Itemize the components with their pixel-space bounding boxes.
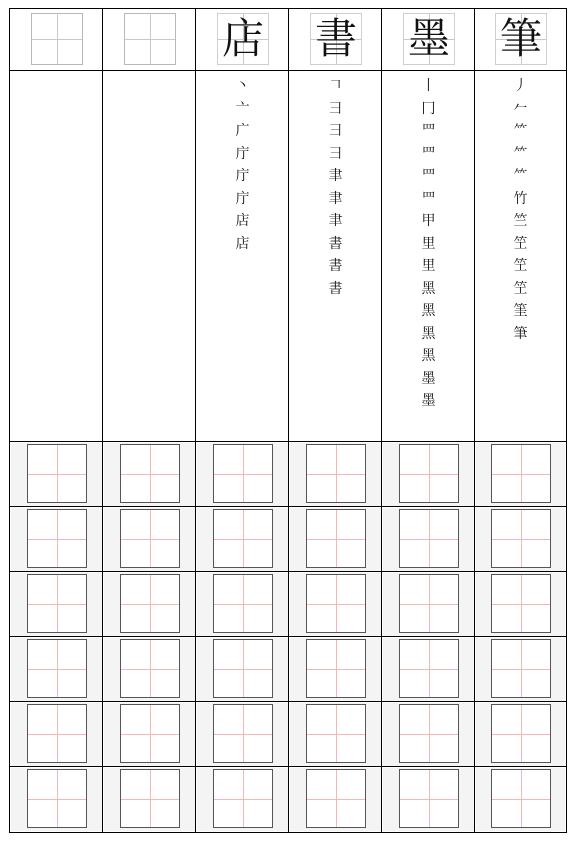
guide-line (28, 539, 86, 540)
practice-cell (475, 702, 566, 767)
stroke-step: 黑 (421, 325, 436, 342)
guide-line (492, 734, 550, 735)
practice-writing-box[interactable] (27, 444, 87, 503)
stroke-step: 店 (235, 235, 250, 252)
guide-line (214, 539, 272, 540)
guide-line (307, 669, 365, 670)
stroke-step: 庁 (235, 145, 250, 162)
practice-cell (382, 442, 475, 507)
stroke-order-cell (289, 71, 382, 442)
guide-line (214, 474, 272, 475)
practice-cell (10, 442, 103, 507)
model-character-box (310, 13, 362, 65)
stroke-order-list (382, 75, 475, 413)
header-cell (103, 9, 196, 71)
practice-cell (382, 637, 475, 702)
guide-line (400, 474, 458, 475)
practice-writing-box[interactable] (213, 639, 273, 698)
guide-line (121, 669, 179, 670)
guide-line (214, 799, 272, 800)
stroke-step: 書 (328, 235, 343, 252)
practice-writing-box[interactable] (306, 769, 366, 828)
practice-writing-box[interactable] (120, 444, 180, 503)
guide-line (28, 604, 86, 605)
practice-cell (10, 702, 103, 767)
model-character-box (403, 13, 455, 65)
header-cell (475, 9, 566, 71)
header-cell (289, 9, 382, 71)
stroke-step: 竹 (513, 190, 528, 207)
model-character (125, 14, 175, 64)
model-character-box (217, 13, 269, 65)
guide-line (121, 474, 179, 475)
practice-cell (475, 442, 566, 507)
stroke-step: 𠂉 (513, 100, 528, 117)
guide-line (307, 734, 365, 735)
practice-cell (196, 702, 289, 767)
guide-line (492, 799, 550, 800)
practice-writing-box[interactable] (27, 639, 87, 698)
stroke-order-cell (196, 71, 289, 442)
stroke-order-cell (382, 71, 475, 442)
practice-writing-box[interactable] (27, 509, 87, 568)
model-character-box (31, 13, 83, 65)
practice-writing-box[interactable] (399, 509, 459, 568)
practice-writing-box[interactable] (491, 704, 551, 763)
stroke-step: ⺕ (328, 100, 343, 117)
practice-cell (10, 767, 103, 832)
practice-writing-box[interactable] (491, 769, 551, 828)
guide-line (28, 734, 86, 735)
stroke-order-list (196, 75, 289, 255)
practice-writing-box[interactable] (306, 704, 366, 763)
stroke-step: ⺮ (513, 123, 528, 139)
stroke-step: 聿 (328, 213, 343, 229)
stroke-step: 筆 (513, 325, 528, 342)
worksheet-sheet (9, 8, 567, 833)
model-character (32, 14, 82, 64)
guide-line (307, 604, 365, 605)
practice-writing-box[interactable] (120, 769, 180, 828)
guide-line (307, 799, 365, 800)
practice-writing-box[interactable] (399, 639, 459, 698)
practice-cell (103, 507, 196, 572)
guide-line (121, 539, 179, 540)
practice-cell (382, 507, 475, 572)
guide-line (28, 474, 86, 475)
guide-line (214, 604, 272, 605)
stroke-step: 罒 (421, 145, 436, 162)
practice-cell (289, 702, 382, 767)
guide-line (492, 604, 550, 605)
practice-cell (10, 572, 103, 637)
practice-writing-box[interactable] (27, 769, 87, 828)
guide-line (400, 799, 458, 800)
practice-writing-box[interactable] (306, 574, 366, 633)
stroke-step: ⺕ (328, 145, 343, 162)
practice-cell (103, 702, 196, 767)
practice-cell (196, 442, 289, 507)
stroke-step: 丶 (235, 78, 250, 94)
guide-line (121, 799, 179, 800)
stroke-step: 黑 (421, 303, 436, 319)
stroke-step: ⺮ (513, 168, 528, 184)
stroke-step: 竺 (513, 213, 528, 229)
stroke-step: 笁 (513, 280, 528, 297)
stroke-order-cell (10, 71, 103, 442)
practice-cell (382, 572, 475, 637)
practice-cell (289, 572, 382, 637)
practice-writing-box[interactable] (399, 444, 459, 503)
practice-writing-box[interactable] (306, 509, 366, 568)
practice-writing-box[interactable] (306, 444, 366, 503)
stroke-step: 笁 (513, 258, 528, 274)
practice-cell (196, 637, 289, 702)
guide-line (400, 539, 458, 540)
guide-line (492, 669, 550, 670)
stroke-step: 墨 (421, 370, 436, 387)
practice-writing-box[interactable] (213, 509, 273, 568)
practice-writing-box[interactable] (491, 509, 551, 568)
stroke-step: 笁 (513, 235, 528, 252)
practice-writing-box[interactable] (306, 639, 366, 698)
guide-line (307, 474, 365, 475)
practice-writing-box[interactable] (120, 574, 180, 633)
guide-line (28, 669, 86, 670)
practice-cell (103, 637, 196, 702)
header-cell (196, 9, 289, 71)
practice-cell (289, 637, 382, 702)
practice-cell (10, 507, 103, 572)
guide-line (400, 669, 458, 670)
stroke-step: 里 (421, 258, 436, 274)
header-cell (10, 9, 103, 71)
practice-writing-box[interactable] (491, 639, 551, 698)
guide-line (492, 539, 550, 540)
stroke-step: 罒 (421, 168, 436, 184)
practice-writing-box[interactable] (213, 704, 273, 763)
practice-cell (289, 507, 382, 572)
practice-writing-box[interactable] (491, 444, 551, 503)
guide-line (307, 539, 365, 540)
practice-cell (382, 702, 475, 767)
practice-cell (196, 572, 289, 637)
stroke-step: 冂 (421, 100, 436, 117)
stroke-step: 黑 (421, 348, 436, 364)
stroke-order-list (475, 75, 566, 345)
model-character: 書 (314, 14, 357, 63)
stroke-step: 聿 (328, 190, 343, 207)
practice-cell (475, 637, 566, 702)
practice-writing-box[interactable] (399, 704, 459, 763)
practice-cell (196, 507, 289, 572)
stroke-step: 𠃍 (328, 78, 343, 94)
practice-cell (10, 637, 103, 702)
practice-writing-box[interactable] (27, 574, 87, 633)
guide-line (214, 669, 272, 670)
stroke-step: 庁 (235, 190, 250, 207)
practice-writing-box[interactable] (213, 574, 273, 633)
guide-line (214, 734, 272, 735)
stroke-step: 罒 (421, 123, 436, 139)
stroke-step: 甲 (421, 213, 436, 229)
practice-cell (382, 767, 475, 832)
stroke-step: 亠 (235, 100, 250, 117)
model-character-box (495, 13, 547, 65)
model-character: 店 (221, 14, 264, 63)
stroke-order-list (289, 75, 382, 300)
stroke-step: 聿 (328, 168, 343, 184)
stroke-step: 店 (235, 213, 250, 229)
stroke-step: 書 (328, 258, 343, 274)
stroke-step: 書 (328, 280, 343, 297)
practice-writing-box[interactable] (213, 444, 273, 503)
stroke-step: 罒 (421, 190, 436, 207)
guide-line (121, 604, 179, 605)
stroke-step: 墨 (421, 393, 436, 409)
model-character: 墨 (407, 14, 450, 63)
model-character-box (124, 13, 176, 65)
stroke-step: 丿 (513, 78, 528, 94)
practice-writing-box[interactable] (399, 574, 459, 633)
stroke-step: 黑 (421, 280, 436, 297)
stroke-step: 里 (421, 235, 436, 252)
stroke-step: 庁 (235, 168, 250, 184)
guide-line (400, 604, 458, 605)
stroke-step: 筀 (513, 303, 528, 319)
practice-writing-box[interactable] (399, 769, 459, 828)
practice-cell (103, 442, 196, 507)
practice-cell (475, 572, 566, 637)
guide-line (492, 474, 550, 475)
practice-writing-box[interactable] (27, 704, 87, 763)
practice-writing-box[interactable] (120, 509, 180, 568)
practice-cell (289, 442, 382, 507)
practice-cell (103, 572, 196, 637)
practice-writing-box[interactable] (491, 574, 551, 633)
stroke-order-cell (475, 71, 566, 442)
practice-cell (475, 767, 566, 832)
model-character: 筆 (499, 14, 542, 63)
guide-line (400, 734, 458, 735)
guide-line (28, 799, 86, 800)
guide-line (121, 734, 179, 735)
stroke-step: 广 (235, 123, 250, 139)
practice-cell (196, 767, 289, 832)
practice-cell (289, 767, 382, 832)
header-cell (382, 9, 475, 71)
stroke-step: ⺮ (513, 145, 528, 162)
stroke-step: 丨 (421, 78, 436, 94)
practice-cell (103, 767, 196, 832)
practice-cell (475, 507, 566, 572)
stroke-order-cell (103, 71, 196, 442)
practice-writing-box[interactable] (213, 769, 273, 828)
practice-writing-box[interactable] (120, 639, 180, 698)
stroke-step: ⺕ (328, 123, 343, 139)
practice-writing-box[interactable] (120, 704, 180, 763)
